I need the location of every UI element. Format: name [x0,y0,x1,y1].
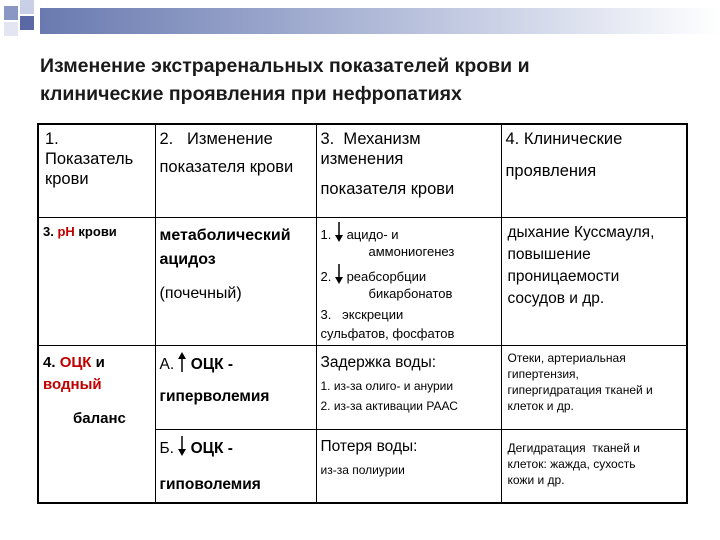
clinical-text: дыхание Куссмауля, [507,223,655,241]
header-cell-4 [501,124,687,217]
header-text: крови [45,170,89,188]
clinical-text: гипертензия, [507,366,579,381]
change-a-line [160,352,316,376]
mechanism-head: Потеря воды: [320,437,418,455]
arrow-up-icon [178,352,186,372]
table-row-ock-a [38,345,687,429]
mechanism-head: Задержка воды: [320,353,437,371]
cell-ock-change-a [155,345,316,429]
cell-ph-mechanism [316,217,501,345]
clinical-text: кожи и др. [507,472,565,487]
data-table [37,123,688,504]
item-text: аммониогенез [368,243,455,259]
indicator-red-label: ОЦК [59,353,92,371]
cell-ock-clinical-a [501,345,687,429]
cell-ph-indicator [38,217,155,345]
cell-ock-mechanism-b [316,429,501,503]
arrow-down-icon [178,436,186,456]
indicator-red-label: рН [57,223,75,239]
clinical-text: Дегидратация тканей и [507,440,640,455]
cell-ock-indicator [38,345,155,503]
indicator-number: 3. [43,223,58,239]
cell-ock-mechanism-a [316,345,501,429]
header-cell-2 [155,124,316,217]
item-text: реабсорбции [342,268,427,284]
item-number: 2. [320,268,332,284]
cell-ock-clinical-b [501,429,687,503]
indicator-label: и [91,353,105,371]
change-label: ОЦК - [190,439,233,457]
cell-ph-change [155,217,316,345]
mechanism-item: 2. из-за активации РААС [320,398,458,413]
clinical-text: повышение [507,245,591,263]
mechanism-item: 1. из-за олиго- и анурии [320,378,454,393]
change-term: гиповолемия [159,475,261,493]
header-text: 4. Клинические [505,130,623,148]
title-line-1: Изменение экстраренальных показателей крови и [40,55,530,77]
cell-ph-clinical [501,217,687,345]
header-cell-1 [38,124,155,217]
change-note: (почечный) [159,284,242,302]
mechanism-item: из-за полиурии [320,462,405,477]
header-text: показателя крови [320,180,455,198]
item-text: ацидо- и [342,226,399,242]
header-text: Показатель [45,150,134,168]
change-text: метаболический [159,226,291,244]
change-label: ОЦК - [190,355,234,373]
indicator-line-1 [43,352,155,374]
item-number: 1. [320,226,332,242]
indicator-label: баланс [73,409,126,427]
title-line-2: клинические проявления при нефропатиях [40,83,462,105]
item-prefix: Б. [159,439,174,457]
mechanism-item-2 [321,264,501,285]
clinical-text: гипергидратация тканей и [507,382,653,397]
change-term: гиперволемия [159,387,270,405]
arrow-down-icon [335,222,343,242]
header-text: 3. Механизм [320,130,421,148]
indicator-red-label: водный [43,375,102,393]
mechanism-item-3: 3. экскреции [320,306,404,322]
header-text: показателя крови [159,158,294,176]
clinical-text: клеток и др. [507,398,574,413]
item-prefix: А. [159,355,175,373]
clinical-text: Отеки, артериальная [507,350,626,365]
slide-title [40,52,680,108]
header-gradient-bar [40,8,720,34]
clinical-text: сосудов и др. [507,289,605,307]
arrow-down-icon [335,264,343,284]
header-text: 1. [45,130,59,148]
header-cell-3 [316,124,501,217]
indicator-label: крови [74,223,117,239]
table-header-row [38,124,687,217]
header-text: проявления [505,162,597,180]
cell-ock-change-b [155,429,316,503]
item-text: бикарбонатов [368,285,453,301]
indicator-number: 4. [43,353,60,371]
change-text: ацидоз [159,250,216,268]
header-text: 2. Изменение [159,130,273,148]
clinical-text: проницаемости [507,267,620,285]
header-text: изменения [320,150,404,168]
change-b-line [160,436,316,460]
table-row-ph [38,217,687,345]
item-text: сульфатов, фосфатов [320,325,455,341]
mechanism-item-1 [321,222,501,243]
clinical-text: клеток: жажда, сухость [507,456,636,471]
